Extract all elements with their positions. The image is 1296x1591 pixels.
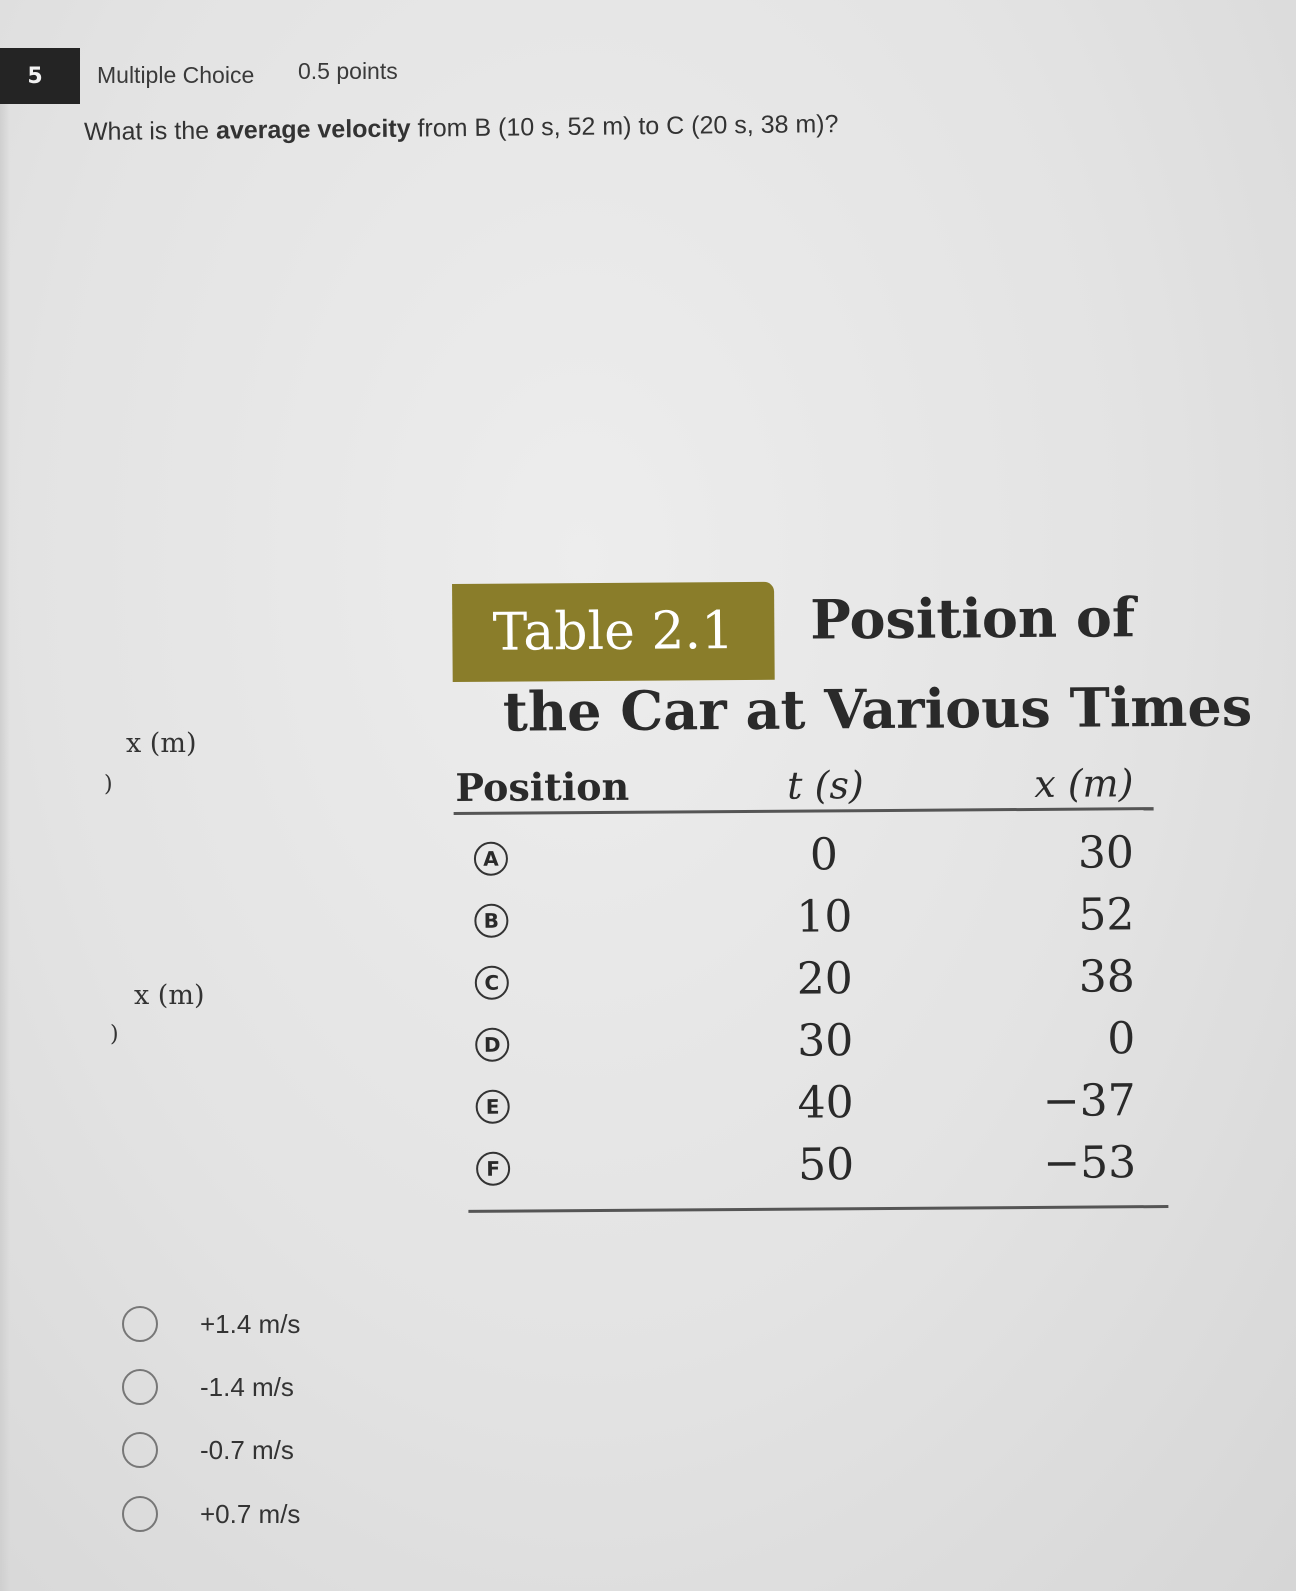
choice-option-4[interactable] bbox=[122, 1492, 300, 1536]
header-time-text: t (s) bbox=[787, 763, 864, 808]
time-cell: 0 bbox=[809, 829, 839, 881]
bottom-rule bbox=[468, 1205, 1168, 1213]
question-text-bold: average velocity bbox=[215, 114, 411, 145]
table-title-line2: the Car at Various Times bbox=[502, 674, 1253, 744]
choice-option-2[interactable] bbox=[122, 1365, 294, 1409]
x-cell: −53 bbox=[1043, 1137, 1137, 1189]
position-marker: B bbox=[474, 904, 508, 938]
radio-button[interactable] bbox=[122, 1369, 158, 1405]
position-marker: D bbox=[475, 1028, 509, 1062]
table-title-line1: Position of bbox=[810, 585, 1136, 652]
header-position-x bbox=[1023, 760, 1133, 806]
table-row bbox=[456, 1137, 1156, 1202]
position-marker: F bbox=[476, 1152, 510, 1186]
choice-label: +1.4 m/s bbox=[200, 1308, 301, 1339]
table-row bbox=[454, 827, 1154, 892]
time-cell: 10 bbox=[796, 891, 853, 943]
header-x-text: x (m) bbox=[1034, 761, 1134, 806]
x-cell: 52 bbox=[1078, 889, 1135, 941]
left-rail bbox=[0, 104, 10, 1591]
radio-button[interactable] bbox=[122, 1432, 158, 1468]
table-row bbox=[454, 889, 1154, 954]
radio-button[interactable] bbox=[122, 1496, 158, 1532]
stray-paren-2: ) bbox=[110, 1022, 119, 1047]
x-cell: 38 bbox=[1078, 951, 1135, 1003]
table-row bbox=[455, 1013, 1155, 1078]
choice-label: -1.4 m/s bbox=[200, 1371, 294, 1402]
stray-paren-1: ) bbox=[104, 772, 113, 797]
question-type: Multiple Choice bbox=[97, 62, 255, 88]
table-row bbox=[455, 951, 1155, 1016]
table-badge: Table 2.1 bbox=[452, 582, 775, 682]
radio-button[interactable] bbox=[122, 1306, 158, 1342]
choice-label: +0.7 m/s bbox=[200, 1498, 301, 1529]
choice-option-1[interactable] bbox=[122, 1302, 300, 1346]
position-marker: E bbox=[476, 1090, 510, 1124]
header-time bbox=[775, 762, 875, 808]
x-cell: −37 bbox=[1042, 1075, 1136, 1127]
time-cell: 30 bbox=[797, 1015, 854, 1067]
question-points: 0.5 points bbox=[298, 58, 398, 84]
choice-option-3[interactable] bbox=[122, 1428, 294, 1472]
stray-axis-label-2: x (m) bbox=[134, 980, 205, 1011]
x-cell: 0 bbox=[1107, 1013, 1136, 1065]
position-marker: A bbox=[474, 842, 508, 876]
choice-label: -0.7 m/s bbox=[200, 1434, 294, 1465]
table-row bbox=[455, 1075, 1155, 1140]
time-cell: 50 bbox=[797, 1139, 855, 1191]
position-marker: C bbox=[475, 966, 509, 1000]
stray-axis-label-1: x (m) bbox=[126, 728, 197, 759]
question-text bbox=[84, 110, 839, 147]
position-table bbox=[452, 575, 1253, 1230]
time-cell: 20 bbox=[796, 953, 853, 1005]
x-cell: 30 bbox=[1077, 827, 1135, 879]
question-number-badge: 5 bbox=[0, 48, 80, 104]
question-text-after: from B (10 s, 52 m) to C (20 s, 38 m)? bbox=[410, 110, 839, 143]
time-cell: 40 bbox=[797, 1077, 854, 1129]
question-text-before: What is the bbox=[83, 116, 217, 146]
header-position: Position bbox=[455, 763, 630, 810]
